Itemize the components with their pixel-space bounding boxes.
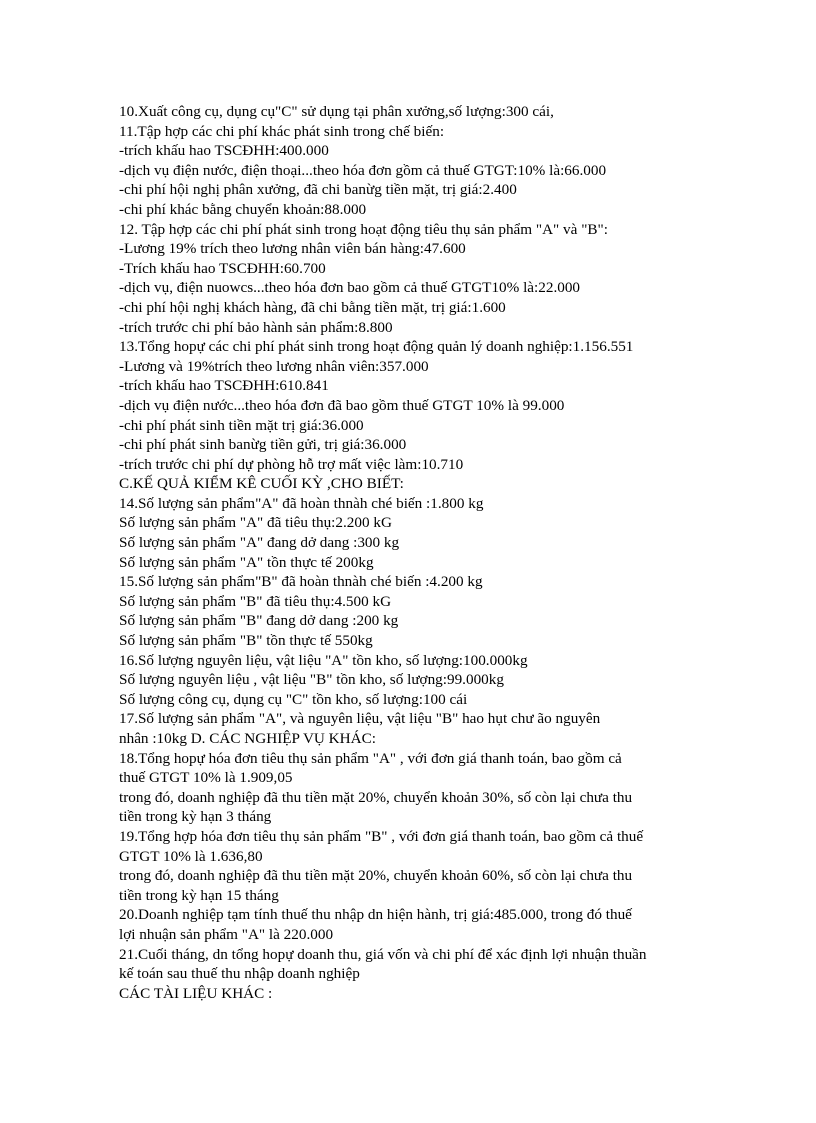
text-line: 10.Xuất công cụ, dụng cụ"C" sử dụng tại phân xưởng,số lượng:300 cái, bbox=[119, 103, 554, 120]
text-line: -chi phí phát sinh banừg tiền gửi, trị giá:36.000 bbox=[119, 436, 407, 454]
text-line: tiền trong kỳ hạn 15 tháng bbox=[119, 886, 279, 904]
text-line: Số lượng sản phẩm "A" đang dở dang :300 kg bbox=[119, 534, 400, 552]
text-line: 16.Số lượng nguyên liệu, vật liệu "A" tồn kho, số lượng:100.000kg bbox=[119, 651, 528, 669]
text-line: -Trích khấu hao TSCĐHH:60.700 bbox=[119, 259, 326, 277]
text-line: trong đó, doanh nghiệp đã thu tiền mặt 20%, chuyển khoản 30%, số còn lại chưa thu bbox=[119, 788, 633, 806]
text-line: nhân :10kg D. CÁC NGHIỆP VỤ KHÁC: bbox=[119, 730, 376, 747]
text-line: GTGT 10% là 1.636,80 bbox=[119, 847, 263, 865]
text-line: kế toán sau thuế thu nhập doanh nghiệp bbox=[119, 965, 360, 983]
text-line: -chi phí hội nghị khách hàng, đã chi bằng tiền mặt, trị giá:1.600 bbox=[119, 298, 506, 316]
text-line: Số lượng sản phẩm "B" đang dở dang :200 kg bbox=[119, 612, 399, 630]
text-line: 12. Tập hợp các chi phí phát sinh trong hoạt động tiêu thụ sản phẩm "A" và "B": bbox=[119, 220, 608, 238]
text-line: 19.Tổng hợp hóa đơn tiêu thụ sản phẩm "B" , với đơn giá thanh toán, bao gồm cả thuế bbox=[119, 827, 644, 845]
text-line: -chi phí hội nghị phân xưởng, đã chi banừg tiền mặt, trị giá:2.400 bbox=[119, 181, 517, 199]
text-line: -dịch vụ, điện nuowcs...theo hóa đơn bao gồm cả thuế GTGT10% là:22.000 bbox=[119, 279, 581, 297]
text-line: 15.Số lượng sản phẩm"B" đã hoàn thnàh ché biến :4.200 kg bbox=[119, 573, 483, 591]
text-line: Số lượng sản phẩm "A" tồn thực tế 200kg bbox=[119, 553, 374, 571]
document-body bbox=[119, 102, 709, 1003]
text-line: tiền trong kỳ hạn 3 tháng bbox=[119, 808, 272, 826]
text-line: 21.Cuối tháng, dn tổng hopự doanh thu, giá vốn và chi phí để xác định lợi nhuận thuần bbox=[119, 945, 647, 963]
text-line: Số lượng sản phẩm "A" đã tiêu thụ:2.200 kG bbox=[119, 514, 392, 532]
text-line: 17.Số lượng sản phẩm "A", và nguyên liệu, vật liệu "B" hao hụt chư ão nguyên bbox=[119, 710, 601, 728]
text-line: 11.Tập hợp các chi phí khác phát sinh trong chế biến: bbox=[119, 122, 445, 140]
text-line: 14.Số lượng sản phẩm"A" đã hoàn thnàh ché biến :1.800 kg bbox=[119, 494, 484, 512]
text-line: -Lương và 19%trích theo lương nhân viên:357.000 bbox=[119, 357, 429, 375]
text-line: -chi phí phát sinh tiền mặt trị giá:36.000 bbox=[119, 416, 364, 434]
text-line: 20.Doanh nghiệp tạm tính thuế thu nhập dn hiện hành, trị giá:485.000, trong đó thuế bbox=[119, 906, 632, 924]
text-line: -trích khấu hao TSCĐHH:610.841 bbox=[119, 377, 329, 395]
text-line: thuế GTGT 10% là 1.909,05 bbox=[119, 769, 293, 787]
text-line: Số lượng sản phẩm "B" tồn thực tế 550kg bbox=[119, 632, 373, 650]
text-line: CÁC TÀI LIỆU KHÁC : bbox=[119, 984, 273, 1002]
text-line: trong đó, doanh nghiệp đã thu tiền mặt 20%, chuyển khoản 60%, số còn lại chưa thu bbox=[119, 867, 633, 885]
text-line: Số lượng sản phẩm "B" đã tiêu thụ:4.500 kG bbox=[119, 592, 392, 610]
text-line: Số lượng nguyên liệu , vật liệu "B" tồn kho, số lượng:99.000kg bbox=[119, 671, 504, 689]
text-line: -trích khấu hao TSCĐHH:400.000 bbox=[119, 142, 329, 160]
text-line: Số lượng công cụ, dụng cụ "C" tồn kho, số lượng:100 cái bbox=[119, 690, 468, 708]
text-line: -trích trước chi phí dự phòng hỗ trợ mất việc làm:10.710 bbox=[119, 455, 464, 473]
text-line: -chi phí khác bằng chuyển khoản:88.000 bbox=[119, 200, 367, 218]
text-line: -dịch vụ điện nước, điện thoại...theo hóa đơn gồm cả thuế GTGT:10% là:66.000 bbox=[119, 161, 607, 179]
text-line: C.KẾ QUẢ KIỂM KÊ CUỐI KỲ ,CHO BIẾT: bbox=[119, 475, 404, 493]
text-line: -dịch vụ điện nước...theo hóa đơn đã bao gồm thuế GTGT 10% là 99.000 bbox=[119, 396, 565, 414]
text-line: lợi nhuận sản phẩm "A" là 220.000 bbox=[119, 925, 334, 943]
text-line: -trích trước chi phí bảo hành sản phẩm:8.800 bbox=[119, 318, 393, 336]
text-line: 13.Tổng hopự các chi phí phát sinh trong hoạt động quản lý doanh nghiệp:1.156.551 bbox=[119, 338, 634, 356]
text-line: 18.Tổng hopự hóa đơn tiêu thụ sản phẩm "A" , với đơn giá thanh toán, bao gồm cả bbox=[119, 749, 622, 767]
text-line: -Lương 19% trích theo lương nhân viên bán hàng:47.600 bbox=[119, 240, 466, 258]
